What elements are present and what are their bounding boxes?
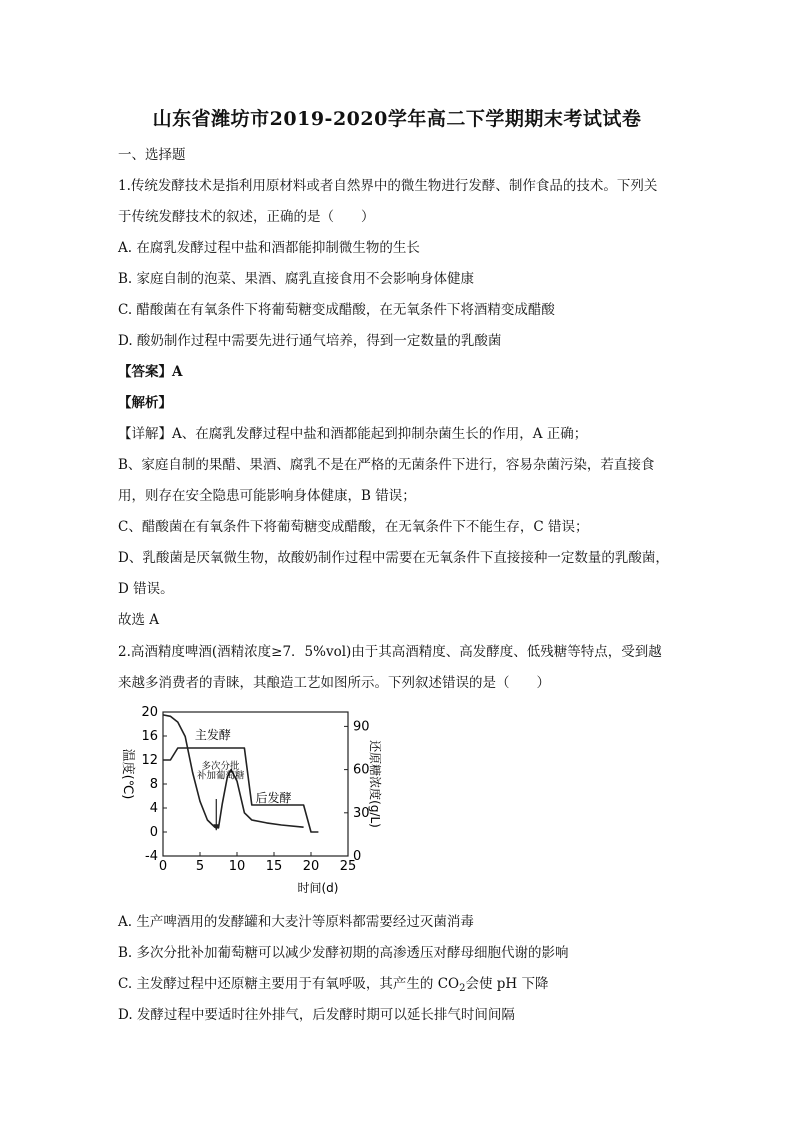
q2-option-c [118,975,549,998]
q1-detail-line6: D 错误。 [118,581,174,597]
x-tick-label: 25 [339,859,357,874]
y-left-tick-label: 0 [149,825,158,840]
x-tick-label: 20 [302,859,320,874]
y-right-tick-label: 30 [353,805,370,821]
q2-stem-line1: 2.高酒精度啤酒(酒精浓度≥7．5%vol)由于其高酒精度、高发酵度、低残糖等特点，受到越 [118,644,662,660]
y-right-tick-label: 60 [353,762,370,778]
y-right-tick-label: 90 [353,719,370,735]
x-axis-label: 时间(d) [297,881,339,895]
y-left-tick-label: 16 [141,729,158,744]
q1-detail-line5: D、乳酸菌是厌氧微生物，故酸奶制作过程中需要在无氧条件下直接接种一定数量的乳酸菌， [118,550,669,566]
q2-option-d: D. 发酵过程中要适时往外排气，后发酵时期可以延长排气时间间隔 [118,1007,515,1023]
q1-conclusion: 故选 A [118,612,160,628]
q1-option-d: D. 酸奶制作过程中需要先进行通气培养，得到一定数量的乳酸菌 [118,333,502,349]
q1-option-a: A. 在腐乳发酵过程中盐和酒都能抑制微生物的生长 [118,240,420,256]
y-right-axis-label: 还原糖浓度(g/L) [368,740,382,828]
q1-analysis-label: 【解析】 [118,395,172,411]
q1-stem-line2: 于传统发酵技术的叙述，正确的是（ ） [118,209,375,225]
q1-detail-line2: B、家庭自制的果醋、果酒、腐乳不是在严格的无菌条件下进行，容易杂菌污染，若直接食 [118,457,655,473]
y-left-tick-label: 8 [149,777,158,792]
plot-frame [163,712,348,856]
q2-option-a: A. 生产啤酒用的发酵罐和大麦汁等原料都需要经过灭菌消毒 [118,914,474,930]
x-tick-label: 0 [158,859,168,874]
page-title: 山东省潍坊市2019-2020学年高二下学期期末考试试卷 [152,108,642,130]
temperature-line [163,748,318,832]
annotation-batch-2: 补加葡萄糖 [197,770,245,782]
q2-option-b: B. 多次分批补加葡萄糖可以减少发酵初期的高渗透压对酵母细胞代谢的影响 [118,945,569,961]
q1-detail-line1: 【详解】A、在腐乳发酵过程中盐和酒都能起到抑制杂菌生长的作用，A 正确； [118,426,588,442]
x-tick-label: 5 [195,859,205,874]
q1-option-c: C. 醋酸菌在有氧条件下将葡萄糖变成醋酸，在无氧条件下将酒精变成醋酸 [118,302,555,318]
y-left-axis-label: 温度(℃) [120,748,135,800]
x-tick-label: 15 [265,859,283,874]
q2-option-c-tail: 会使 pH 下降 [465,976,549,992]
q1-detail-line3: 用，则存在安全隐患可能影响身体健康，B 错误； [118,488,416,504]
q1-option-b: B. 家庭自制的泡菜、果酒、腐乳直接食用不会影响身体健康 [118,271,475,287]
y-left-tick-label: 20 [141,705,158,720]
fermentation-chart [120,698,382,903]
annotation-batch-1: 多次分批 [201,761,240,772]
q1-detail-line4: C、醋酸菌在有氧条件下将葡萄糖变成醋酸，在无氧条件下不能生存，C 错误； [118,519,589,535]
q2-option-c-subscript: 2 [459,983,466,994]
annotation-main-fermentation: 主发酵 [194,728,231,742]
q1-stem-line1: 1.传统发酵技术是指利用原材料或者自然界中的微生物进行发酵、制作食品的技术。下列关 [118,178,658,194]
y-right-tick-label: 0 [353,849,362,864]
q2-option-c-text: C. 主发酵过程中还原糖主要用于有氧呼吸，其产生的 CO [118,976,460,992]
y-left-tick-label: 4 [149,801,158,816]
section-heading: 一、选择题 [118,147,186,163]
x-tick-label: 10 [228,859,246,874]
q1-answer: 【答案】A [118,364,183,380]
annotation-post-fermentation: 后发酵 [255,791,292,805]
q2-stem-line2: 来越多消费者的青睐，其酿造工艺如图所示。下列叙述错误的是（ ） [118,675,550,691]
y-left-tick-label: 12 [141,753,158,768]
y-left-tick-label: -4 [145,849,158,864]
